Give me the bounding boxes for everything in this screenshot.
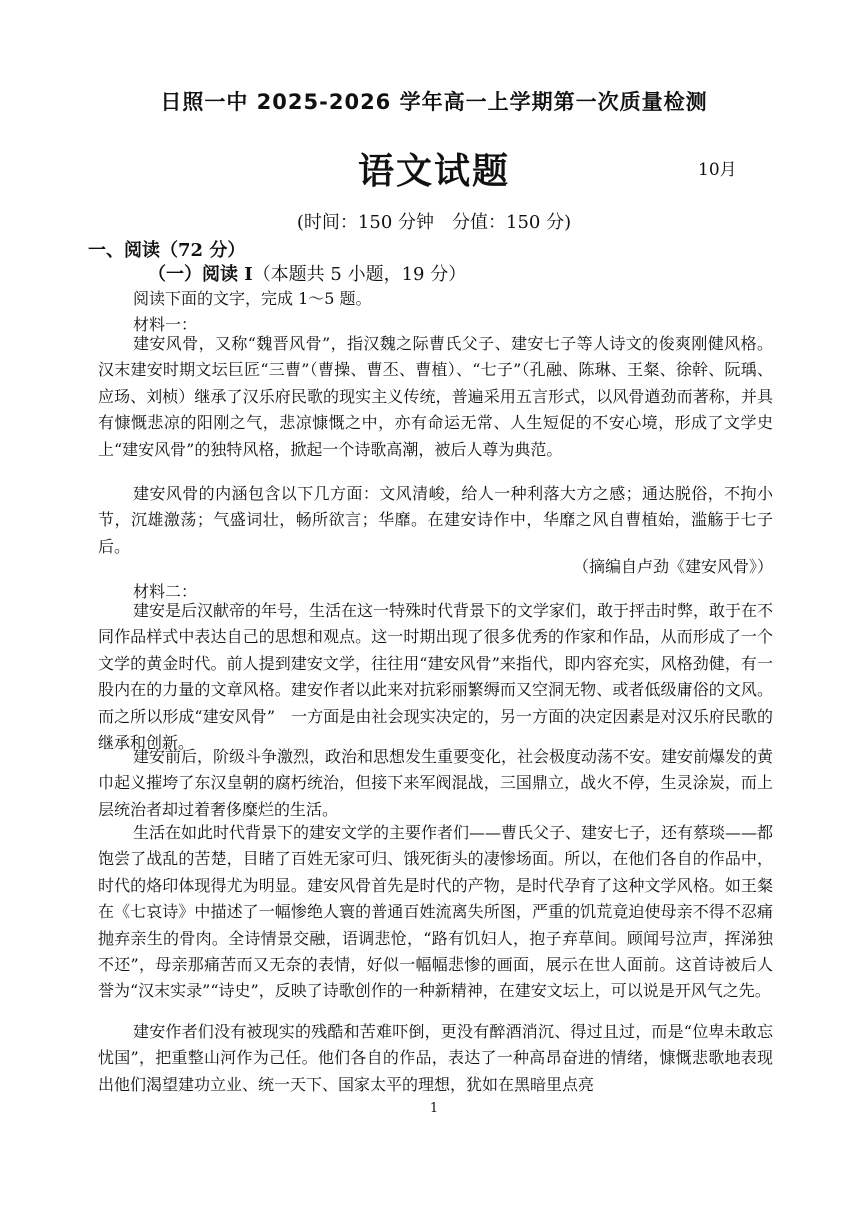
exam-month: 10月 — [698, 160, 737, 180]
instruction: 阅读下面的文字，完成 1～5 题。 — [133, 289, 372, 308]
material2-paragraph: 建安前后，阶级斗争激烈，政治和思想发生重要变化，社会极度动荡不安。建安前爆发的黄巾起义摧垮了东汉皇朝的腐朽统治，但接下来军阀混战，三国鼎立，战火不停，生灵涂炭，而上层统治者却过着奢侈糜烂的生活。 — [98, 747, 774, 819]
material1-label: 材料一： — [133, 315, 198, 334]
material1-paragraph: 建安风骨的内涵包含以下几方面：文风清峻，给人一种利落大方之感；通达脱俗，不拘小节，沉雄激荡；气盛词壮，畅所欲言；华靡。在建安诗作中，华靡之风自曹植始，滥觞于七子后。 — [98, 484, 773, 556]
page-number: 1 — [429, 1101, 439, 1116]
page-title: 语文试题 — [357, 150, 510, 192]
section-title: 一、阅读（72 分） — [88, 240, 246, 261]
material1-paragraph: 建安风骨，又称“魏晋风骨”，指汉魏之际曹氏父子、建安七子等人诗文的俊爽刚健风格。汉末建安时期文坛巨匠“三曹”（曹操、曹丕、曹植）、“七子”（孔融、陈琳、王粲、徐幹、阮瑀、应玚、刘桢）继承了汉乐府民歌的现实主义传统，普遍采用五言形式，以风骨遒劲而著称，并具有慷慨悲凉的阳刚之气，悲凉慷慨之中，亦有命运无常、人生短促的不安心境，形成了文学史上“建安风骨”的独特风格，掀起一个诗歌高潮，被后人尊为典范。 — [98, 334, 773, 459]
subsection-title — [148, 260, 466, 286]
material2-paragraph: 生活在如此时代背景下的建安文学的主要作者们——曹氏父子、建安七子，还有蔡琰——都饱尝了战乱的苦楚，目睹了百姓无家可归、饿死街头的凄惨场面。所以，在他们各自的作品中，时代的烙印体现得尤为明显。建安风骨首先是时代的产物，是时代孕育了这种文学风格。如王粲在《七哀诗》中描述了一幅惨绝人寰的普通百姓流离失所图，严重的饥荒竟迫使母亲不得不忍痛抛弃亲生的骨肉。全诗情景交融，语调悲怆，“路有饥妇人，抱子弃草间。顾闻号泣声，挥涕独不还”，母亲那痛苦而又无奈的表情，好似一幅幅悲惨的画面，展示在世人面前。这首诗被后人誉为“汉末实录”“诗史”，反映了诗歌创作的一种新精神，在建安文坛上，可以说是开风气之先。 — [98, 823, 774, 1001]
subsection-label: （一）阅读 I — [148, 264, 253, 285]
material2-paragraph: 建安是后汉献帝的年号，生活在这一特殊时代背景下的文学家们，敢于抨击时弊，敢于在不同作品样式中表达自己的思想和观点。这一时期出现了很多优秀的作家和作品，从而形成了一个文学的黄金时代。前人提到建安文学，往往用“建安风骨”来指代，即内容充实，风格劲健，有一股内在的力量的文章风格。建安作者以此来对抗彩丽繁缛而又空洞无物、或者低级庸俗的文风。而之所以形成“建安风骨” 一方面是由社会现实决定的，另一方面的决定因素是对汉乐府民歌的继承和创新。 — [98, 601, 774, 753]
exam-header: 日照一中 2025-2026 学年高一上学期第一次质量检测 — [160, 90, 708, 114]
material2-paragraph: 建安作者们没有被现实的残酷和苦难吓倒，更没有醉酒消沉、得过且过，而是“位卑未敢忘忧国”，把重整山河作为己任。他们各自的作品，表达了一种高昂奋进的情绪，慷慨悲歌地表现出他们渴望建功立业、统一天下、国家太平的理想，犹如在黑暗里点亮 — [98, 1022, 773, 1094]
subsection-desc: （本题共 5 小题，19 分） — [252, 264, 467, 285]
exam-meta: (时间：150 分钟 分值：150 分) — [296, 212, 572, 233]
material2-label: 材料二： — [133, 582, 198, 601]
material1-citation: （摘编自卢劲《建安风骨》） — [572, 557, 773, 576]
